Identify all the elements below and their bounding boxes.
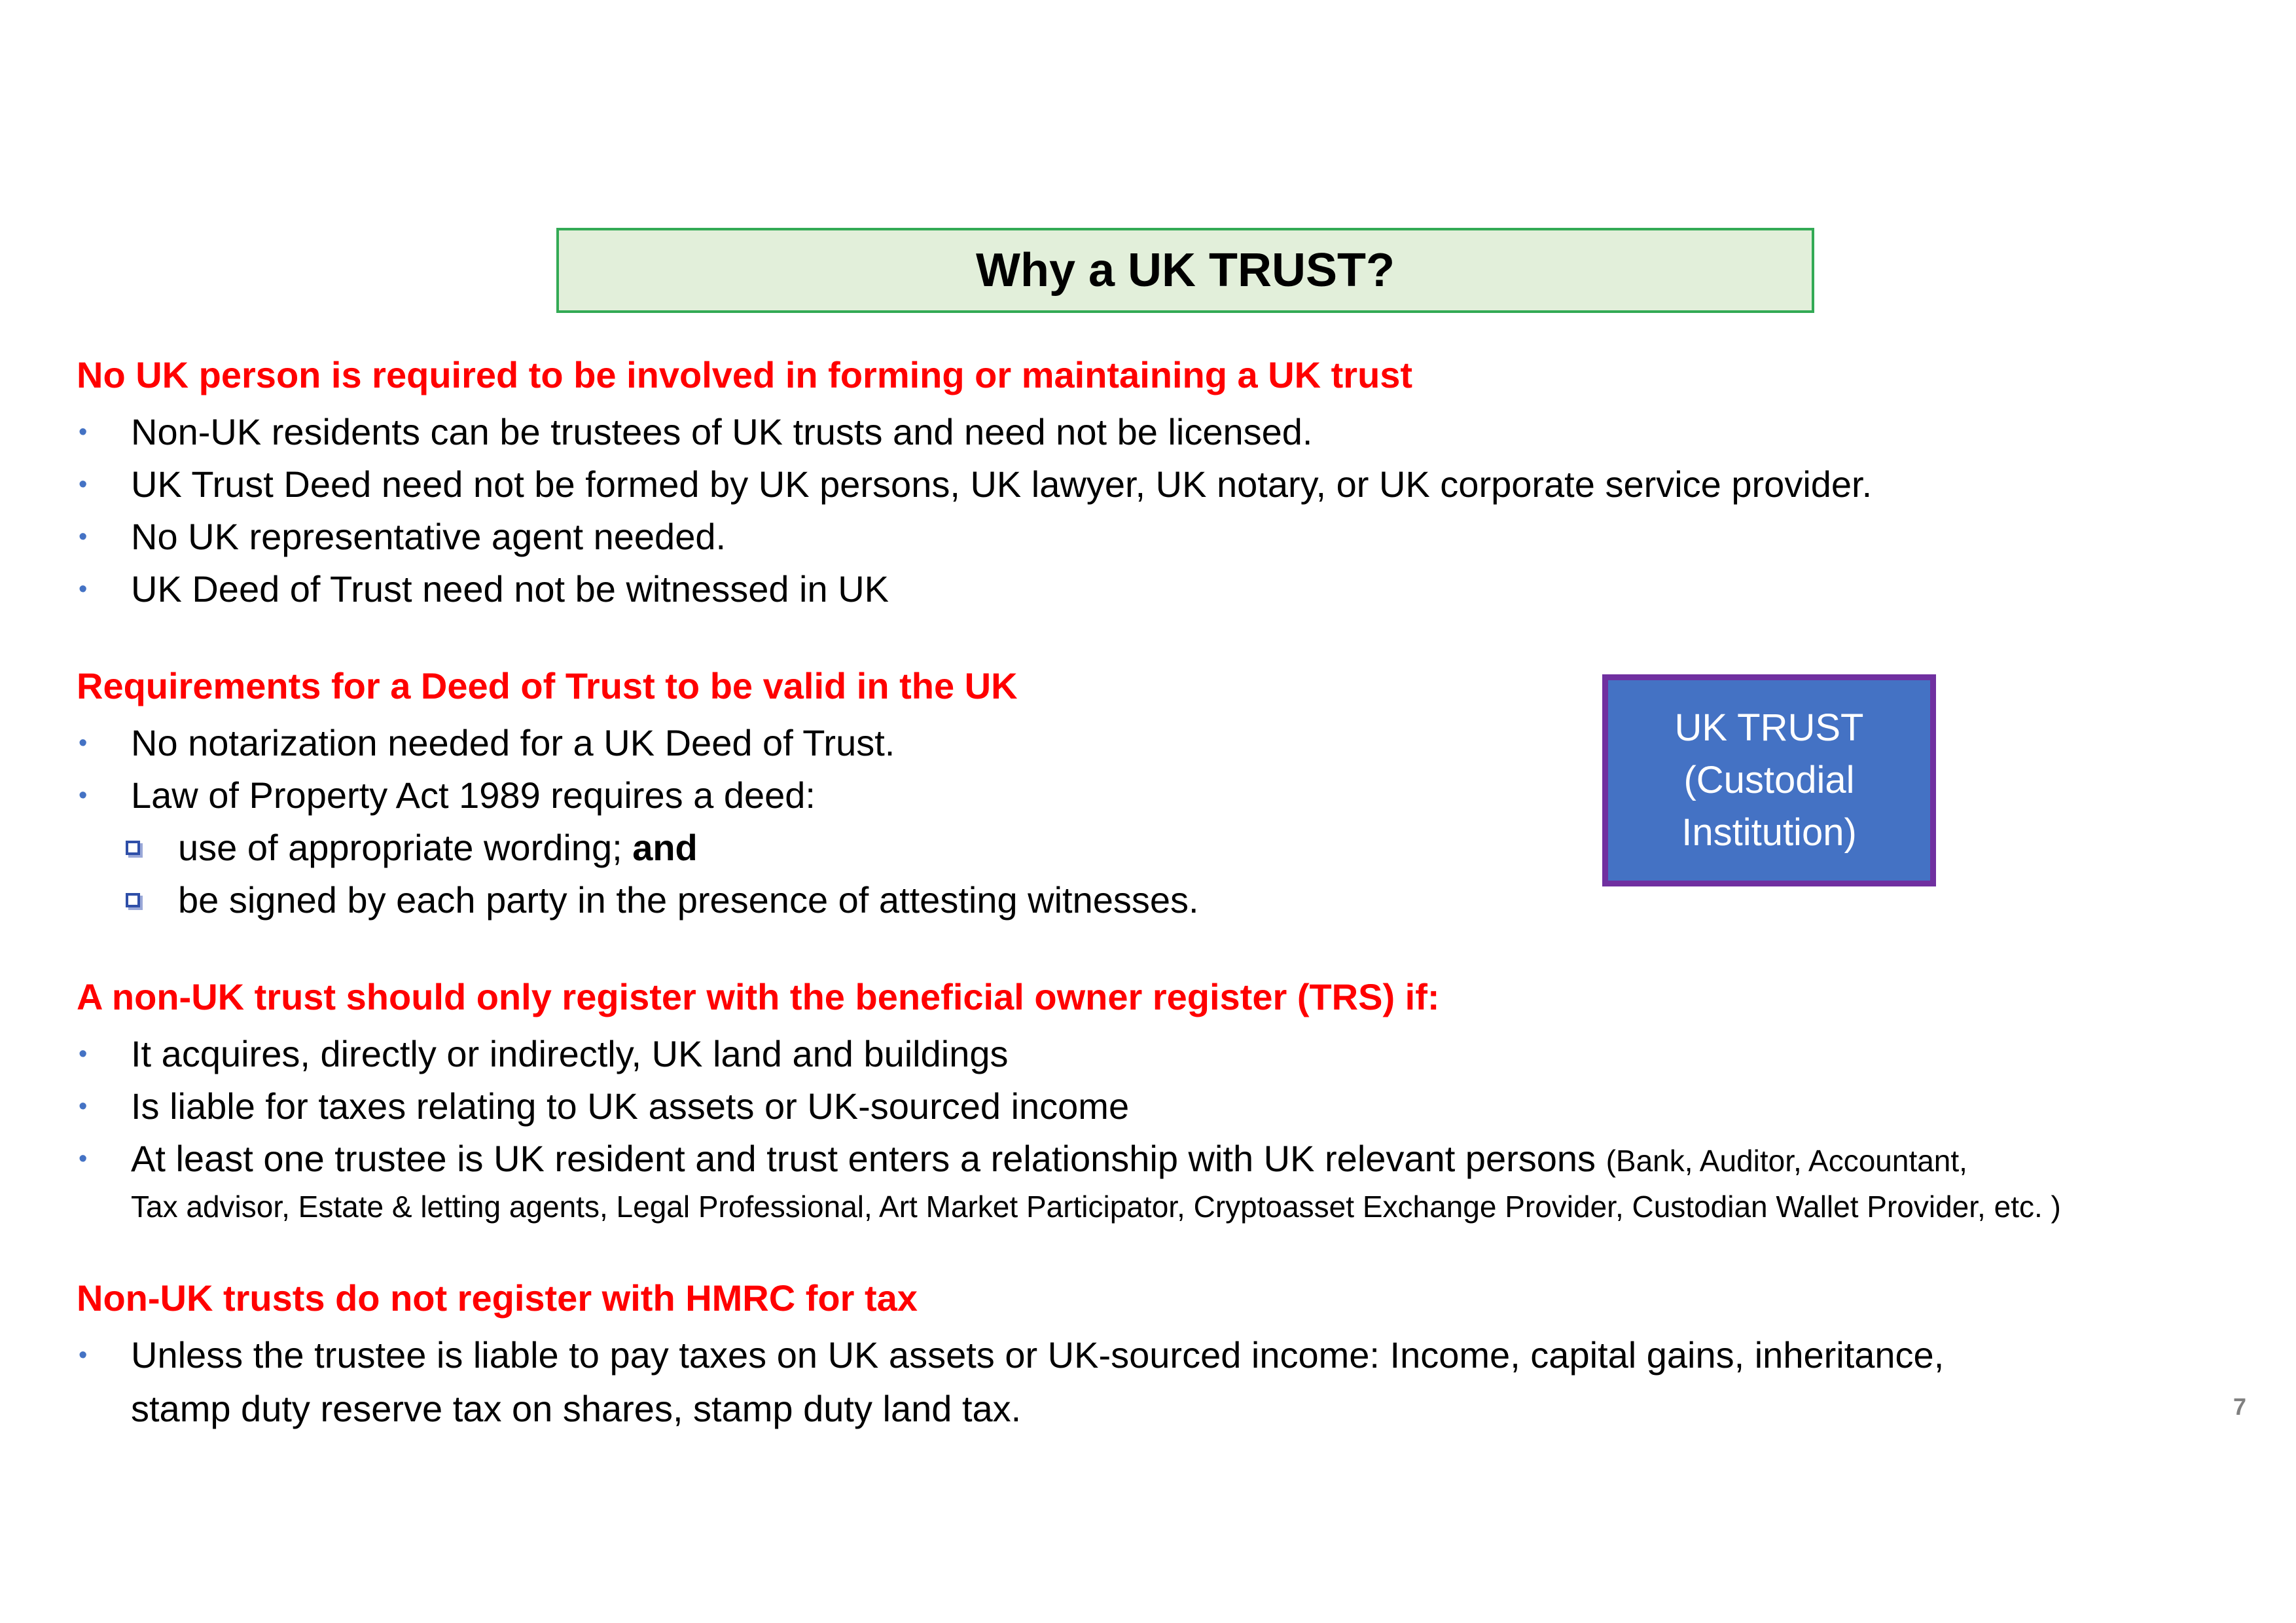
checkbox-bullet-icon [126,841,140,855]
section-heading-no-uk-person: No UK person is required to be involved in forming or maintaining a UK trust [77,354,1413,395]
bullet-dot-icon: • [79,782,88,809]
checkbox-bullet-icon [126,893,140,907]
bullet-dot-icon: • [79,471,88,498]
bullet-dot-icon: • [79,1145,88,1173]
bullet-dot-icon: • [79,418,88,446]
section-heading-deed-requirements: Requirements for a Deed of Trust to be valid in the UK [77,665,1018,706]
bullet-dot-icon: • [79,575,88,603]
bullet-dot-icon: • [79,1341,88,1369]
bullet-dot-icon: • [79,1093,88,1120]
bullet-dot-icon: • [79,523,88,551]
bullet-dot-icon: • [79,1040,88,1068]
page-number: 7 [2233,1393,2247,1420]
trust-box-line: UK TRUST [1674,706,1864,749]
slide-title-text: Why a UK TRUST? [976,244,1395,297]
slide-title [556,228,1814,313]
uk-trust-box [1602,674,1936,886]
trust-box-line: (Custodial [1683,759,1855,801]
bullet-continuation: stamp duty reserve tax on shares, stamp duty land tax. [131,1388,1022,1429]
bullet-dot-icon: • [79,729,88,757]
bullet-continuation: Tax advisor, Estate & letting agents, Legal Professional, Art Market Participator, Cryptoasset Exchange Provider, Custodian Wallet Provider, etc. ) [131,1190,2061,1224]
section-heading-trs-register: A non-UK trust should only register with the beneficial owner register (TRS) if: [77,976,1440,1017]
section-heading-hmrc: Non-UK trusts do not register with HMRC for tax [77,1277,918,1319]
trust-box-line: Institution) [1681,811,1857,854]
